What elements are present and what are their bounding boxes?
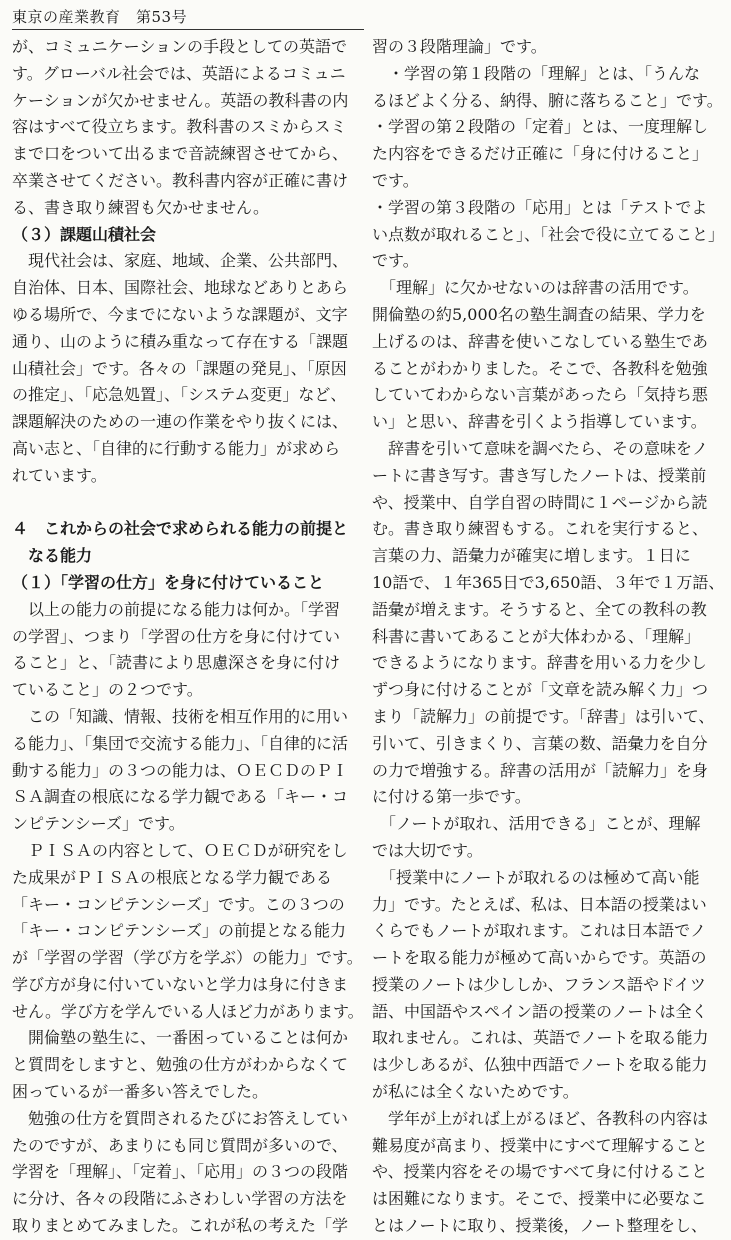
text-line: ・学習の第１段階の「理解」とは、「うんな	[372, 63, 701, 83]
text-line: る、書き取り練習も欠かせません。	[12, 197, 269, 217]
text-line: の学習」、つまり「学習の仕方を身に付けてい	[12, 626, 341, 646]
page-header: 東京の産業教育 第53号	[12, 8, 188, 26]
text-line: ＰＩＳＡの内容として、ＯＥＣＤが研究をし	[12, 840, 348, 860]
text-line: ること」と、「読書により思慮深さを身に付け	[12, 653, 341, 673]
text-line: 学び方が身に付いていないと学力は身に付きま	[12, 974, 349, 994]
text-line: 「授業中にノートが取れるのは極めて高い能	[372, 867, 700, 887]
text-line: 語、中国語やスペイン語の授業のノートは全く	[372, 1001, 708, 1021]
text-line: は少しあるが、仏独中西語でノートを取る能力	[372, 1055, 708, 1075]
text-line: た内容をできるだけ正確に「身に付けること」	[372, 144, 709, 164]
text-line: 学年が上がれば上がるほど、各教科の内容は	[372, 1108, 709, 1128]
text-line: ４ これからの社会で求められる能力の前提と	[12, 519, 349, 539]
text-line: 辞書を引いて意味を調べたら、その意味をノ	[372, 438, 709, 458]
text-line: 自治体、日本、国際社会、地球などありとあら	[12, 278, 349, 298]
text-line: 「キー・コンピテンシーズ」です。この３つの	[12, 894, 345, 914]
right-column	[372, 34, 725, 1236]
text-line: と質問をしますと、勉強の仕方がわからなくて	[12, 1055, 349, 1075]
text-line: 語彙が増えます。そうすると、全ての教科の教	[372, 599, 707, 619]
text-line: この「知識、情報、技術を相互作用的に用い	[12, 706, 349, 726]
text-line: 「ノートが取れ、活用できる」ことが、理解	[372, 814, 701, 834]
text-line: ていること」の２つです。	[12, 680, 203, 700]
text-line: 習の３段階理論」です。	[372, 37, 547, 56]
text-line: では大切です。	[372, 840, 483, 860]
text-line: い」と思い、辞書を引くよう指導しています。	[372, 412, 707, 432]
text-line: です。	[372, 170, 419, 190]
text-line: ゆる場所で、今までにないような課題が、文字	[12, 304, 348, 324]
text-line: 開倫塾の約5,000名の塾生調査の結果、学力を	[372, 304, 706, 324]
text-line: す。グローバル社会では、英語によるコミュニ	[12, 63, 346, 83]
text-line: に分け、各々の段階にふさわしい学習の方法を	[12, 1189, 348, 1209]
text-line: していてわからない言葉があったら「気持ち悪	[372, 385, 708, 405]
text-line: 以上の能力の前提になる能力は何か。「学習	[12, 599, 341, 619]
text-line: ・学習の第２段階の「定着」とは、一度理解し	[372, 117, 709, 137]
text-line: 卒業させてください。教科書内容が正確に書け	[12, 170, 349, 190]
text-line: 通り、山のように積み重なって存在する「課題	[12, 331, 349, 351]
text-line: が、コミュニケーションの手段としての英語で	[12, 37, 348, 56]
text-line: 「理解」に欠かせないのは辞書の活用です。	[372, 278, 699, 298]
text-line: の推定」、「応急処置」、「システム変更」など、	[12, 385, 347, 405]
text-line: （１）「学習の仕方」を身に付けていること	[12, 572, 325, 592]
text-line: が私には全くないためです。	[372, 1082, 579, 1102]
text-line: や、授業内容をその場ですべて身に付けること	[372, 1162, 708, 1182]
text-line: た成果がＰＩＳＡの根底となる学力観である	[12, 867, 333, 887]
text-line: ずつ身に付けることが「文章を読み解く力」つ	[372, 680, 709, 700]
header-rule	[12, 29, 364, 30]
text-line: 引いて、引きまくり、言葉の数、語彙力を自分	[372, 733, 708, 753]
text-line: 勉強の仕方を質問されるたびにお答えしてい	[12, 1108, 349, 1128]
text-line: 課題解決のための一連の作業をやり抜くには、	[12, 412, 349, 432]
text-line: たのですが、あまりにも同じ質問が多いので、	[12, 1135, 348, 1155]
text-line: ートに書き写す。書き写したノートは、授業前	[372, 465, 707, 485]
text-line: 現代社会は、家庭、地域、企業、公共部門、	[12, 251, 349, 271]
text-line: くらでもノートが取れます。これは日本語でノ	[372, 921, 707, 941]
text-line: む。書き取り練習もする。これを実行すると、	[372, 519, 709, 539]
left-column	[12, 34, 364, 1236]
text-line: 動する能力」の３つの能力は、ＯＥＣＤのＰＩ	[12, 760, 349, 780]
text-line: ンピテンシーズ」です。	[12, 814, 185, 834]
text-line: に付ける第一歩です。	[372, 787, 531, 807]
text-line: 取りまとめてみました。これが私の考えた「学	[12, 1216, 349, 1236]
text-line: ートを取る能力が極めて高いからです。英語の	[372, 948, 707, 968]
text-line: ケーションが欠かせません。英語の教科書の内	[12, 90, 349, 110]
text-line: 力」です。たとえば、私は、日本語の授業はい	[372, 894, 707, 914]
text-line: まり「読解力」の前提です。「辞書」は引いて、	[372, 706, 715, 726]
text-line: です。	[372, 251, 419, 271]
text-line: ＳＡ調査の根底になる学力観である「キー・コ	[12, 787, 349, 807]
text-line: 高い志と、「自律的に行動する能力」が求めら	[12, 438, 341, 458]
text-line: れています。	[12, 465, 107, 485]
text-line: 困っているが一番多い答えでした。	[12, 1082, 269, 1102]
text-line: 学習を「理解」、「定着」、「応用」の３つの段階	[12, 1162, 349, 1182]
text-line: 山積社会」です。各々の「課題の発見」、「原因	[12, 358, 347, 378]
text-line: い点数が取れること」、「社会で役に立てること」	[372, 224, 725, 244]
text-line: なる能力	[12, 546, 93, 566]
text-line: 言葉の力、語彙力が確実に増します。１日に	[372, 546, 691, 566]
text-line: の力で増強する。辞書の活用が「読解力」を身	[372, 760, 709, 780]
text-line: まで口をついて出るまで音読練習させてから、	[12, 144, 349, 164]
text-line: とはノートに取り、授業後，ノート整理をし、	[372, 1216, 708, 1236]
text-line: る能力」、「集団で交流する能力」、「自律的に活	[12, 733, 349, 753]
text-line: が「学習の学習（学び方を学ぶ）の能力」です。	[12, 948, 363, 968]
text-line: 難易度が高まり、授業中にすべて理解すること	[372, 1135, 708, 1155]
text-line: 開倫塾の塾生に、一番困っていることは何か	[12, 1028, 349, 1048]
text-line: ・学習の第３段階の「応用」とは「テストでよ	[372, 197, 708, 217]
text-line: 「キー・コンピテンシーズ」の前提となる能力	[12, 921, 347, 941]
text-line: せん。学び方を学んでいる人ほど力があります。	[12, 1001, 364, 1021]
text-line: 取れません。これは、英語でノートを取る能力	[372, 1028, 709, 1048]
text-line: できるようになります。辞書を用いる力を少し	[372, 653, 707, 673]
text-line: や、授業中、自学自習の時間に１ページから読	[372, 492, 708, 512]
text-line: 10語で、１年365日で3,650語、３年で１万語、	[372, 572, 725, 592]
text-line: （３）課題山積社会	[12, 224, 157, 244]
text-line: 授業のノートは少ししか、フランス語やドイツ	[372, 974, 706, 994]
text-line: 上げるのは、辞書を使いこなしている塾生であ	[372, 331, 709, 351]
text-line: 科書に書いてあることが大体わかる、「理解」	[372, 626, 701, 646]
text-line	[12, 490, 364, 517]
text-line: るほどよく分る、納得、腑に落ちること」です。	[372, 90, 723, 110]
text-line: ることがわかりました。そこで、各教科を勉強	[372, 358, 708, 378]
text-line: 容はすべて役立ちます。教科書のスミからスミ	[12, 117, 347, 137]
text-line: は困難になります。そこで、授業中に必要なこ	[372, 1189, 707, 1209]
